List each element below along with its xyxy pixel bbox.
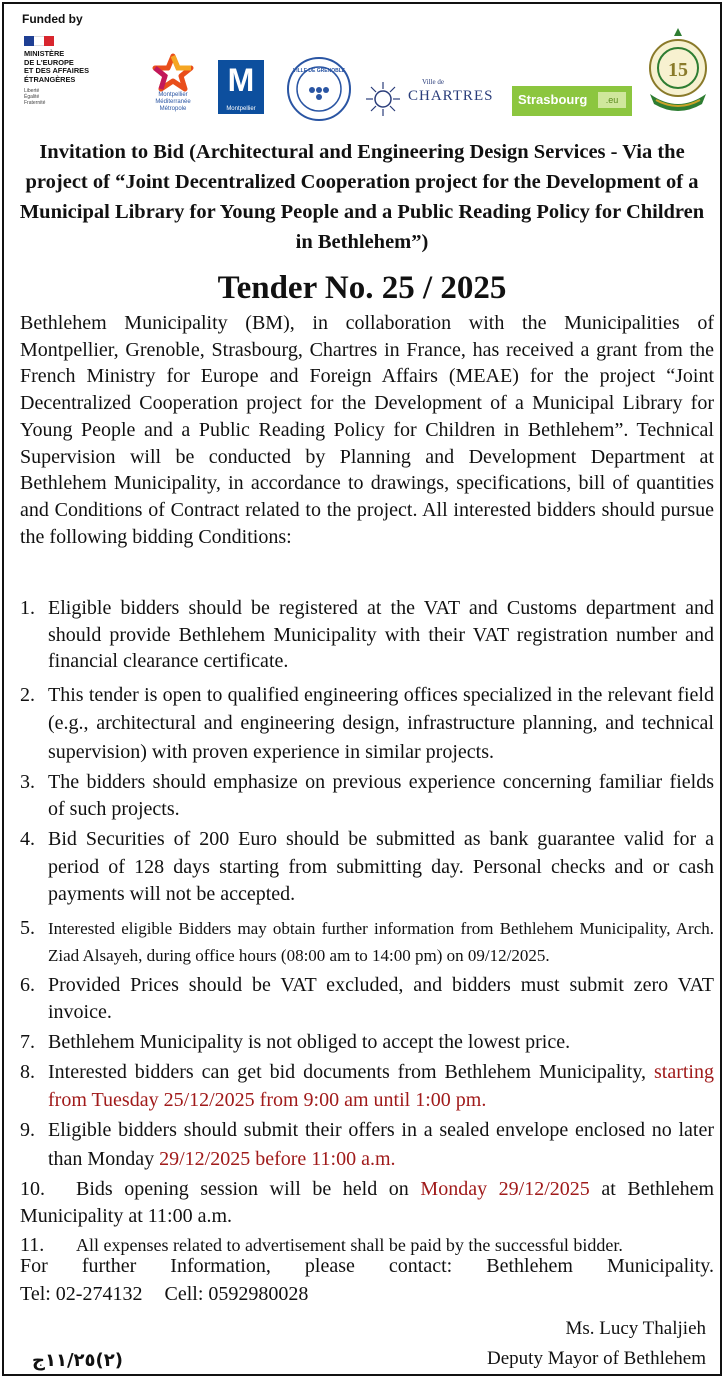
montpellier-metropole-logo [142,52,204,110]
telephone: Tel: 02-274132 [20,1283,143,1305]
invitation-title: Invitation to Bid (Architectural and Engineering Design Services - Via the project of “Joint Decentralized Cooperation project for the Development of a Municipal Library for Young People and a Public Reading Policy for Children in Bethlehem”) [19,141,705,253]
chartres-prefix: Ville de [422,78,444,86]
seal-number: 15 [668,59,688,81]
condition-item: 4. Bid Securities of 200 Euro should be submitted as bank guarantee valid for a period of 128 days starting from submitting day. Personal checks and or cash payments will not be accepted. [20,828,714,905]
french-flag-icon [24,36,54,46]
tender-number: Tender No. 25 / 2025 [217,270,507,306]
funded-by-label: Funded by [22,12,83,26]
montpellier-m-logo: M Montpellier [218,60,264,114]
sponsor-logos [4,4,720,129]
grenoble-logo [286,56,352,122]
bethlehem-anniversary-seal-icon [642,24,714,116]
contact-block [20,1252,714,1308]
chartres-sun-icon [364,80,402,118]
tender-notice [2,2,722,1376]
cellphone: Cell: 0592980028 [164,1283,309,1305]
grenoble-seal-icon [286,56,352,122]
intro-paragraph: Bethlehem Municipality (BM), in collaboration with the Municipalities of Montpellier, Grenoble, Strasbourg, Chartres in France, has received a grant from the French Ministry for Europe and Foreign Affairs (MEAE) for the project “Joint Decentralized Cooperation project for the Development of a Municipal Library for Young People and a Public Reading Policy for Children in Bethlehem”. Technical Supervision will be conducted by Planning and Development Department at Bethlehem Municipality, in accordance to drawings, specifications, bill of quantities and Conditions of Contract related to the project. All interested bidders should pursue the following bidding Conditions: [20,312,714,548]
strasbourg-wordmark: Strasbourg [518,92,588,107]
condition-item: 2. This tender is open to qualified engineering offices specialized in the relevant field (e.g., architectural and engineering design, infrastructure planning, and technical supervision) with proven experience in similar projects. [20,684,714,763]
condition-item: 6. Provided Prices should be VAT excluded, and bidders must submit zero VAT invoice. [20,974,714,1023]
grenoble-caption: VILLE DE GRENOBLE [292,68,346,74]
condition-item: 1. Eligible bidders should be registered at the VAT and Customs department and should provide Bethlehem Municipality with their VAT registration number and financial clearance certificate. [20,597,714,673]
ministry-logo-text: MINISTÈRE DE L'EUROPE ET DES AFFAIRES ÉTRANGÈRES [24,49,90,84]
montpellier-caption: Montpellier Méditerranée Métropole [155,92,191,112]
ministry-motto: Liberté Égalité Fraternité [24,88,46,106]
condition-item: 9. Eligible bidders should submit their offers in a sealed envelope enclosed no later than Monday 29/12/2025 before 11:00 a.m. [20,1119,714,1170]
chartres-wordmark: CHARTRES [408,88,494,104]
submission-deadline: 29/12/2025 before 11:00 a.m. [159,1148,396,1170]
contact-line: For further Information, please contact: Bethlehem Municipality. [20,1255,714,1277]
bidding-conditions [20,595,714,1262]
strasbourg-eu-tag: .eu [598,92,626,108]
condition-item: 3. The bidders should emphasize on previous experience concerning familiar fields of such projects. [20,771,714,820]
strasbourg-logo [512,86,632,116]
condition-item: 7. Bethlehem Municipality is not obliged to accept the lowest price. [20,1031,571,1053]
condition-item: 8. Interested bidders can get bid documents from Bethlehem Municipality, starting from Tuesday 25/12/2025 from 9:00 am until 1:00 pm. [20,1061,714,1111]
opening-date: Monday 29/12/2025 [420,1178,590,1200]
signatory-title: Deputy Mayor of Bethlehem [487,1348,706,1369]
star-icon [142,52,204,92]
condition-item: 5. Interested eligible Bidders may obtain further information from Bethlehem Municipality, Arch. Ziad Alsayeh, during office hours (08:00 am to 14:00 pm) on 09/12/2025. [20,917,714,965]
m-logo-caption: Montpellier [226,106,256,112]
signature-block [487,1314,706,1374]
document-pickup-deadline: starting from Tuesday 25/12/2025 from 9:00 am until 1:00 pm. [48,1061,714,1111]
chartres-logo [408,78,494,105]
condition-item: 10. Bids opening session will be held on Monday 29/12/2025 at Bethlehem Municipality at 11:00 a.m. [20,1178,715,1227]
signatory-name: Ms. Lucy Thaljieh [565,1318,706,1339]
condition-item: 11. All expenses related to advertisement shall be paid by the successful bidder. [20,1234,623,1256]
reference-code: (٢)١١/٢٥ج [32,1350,123,1371]
